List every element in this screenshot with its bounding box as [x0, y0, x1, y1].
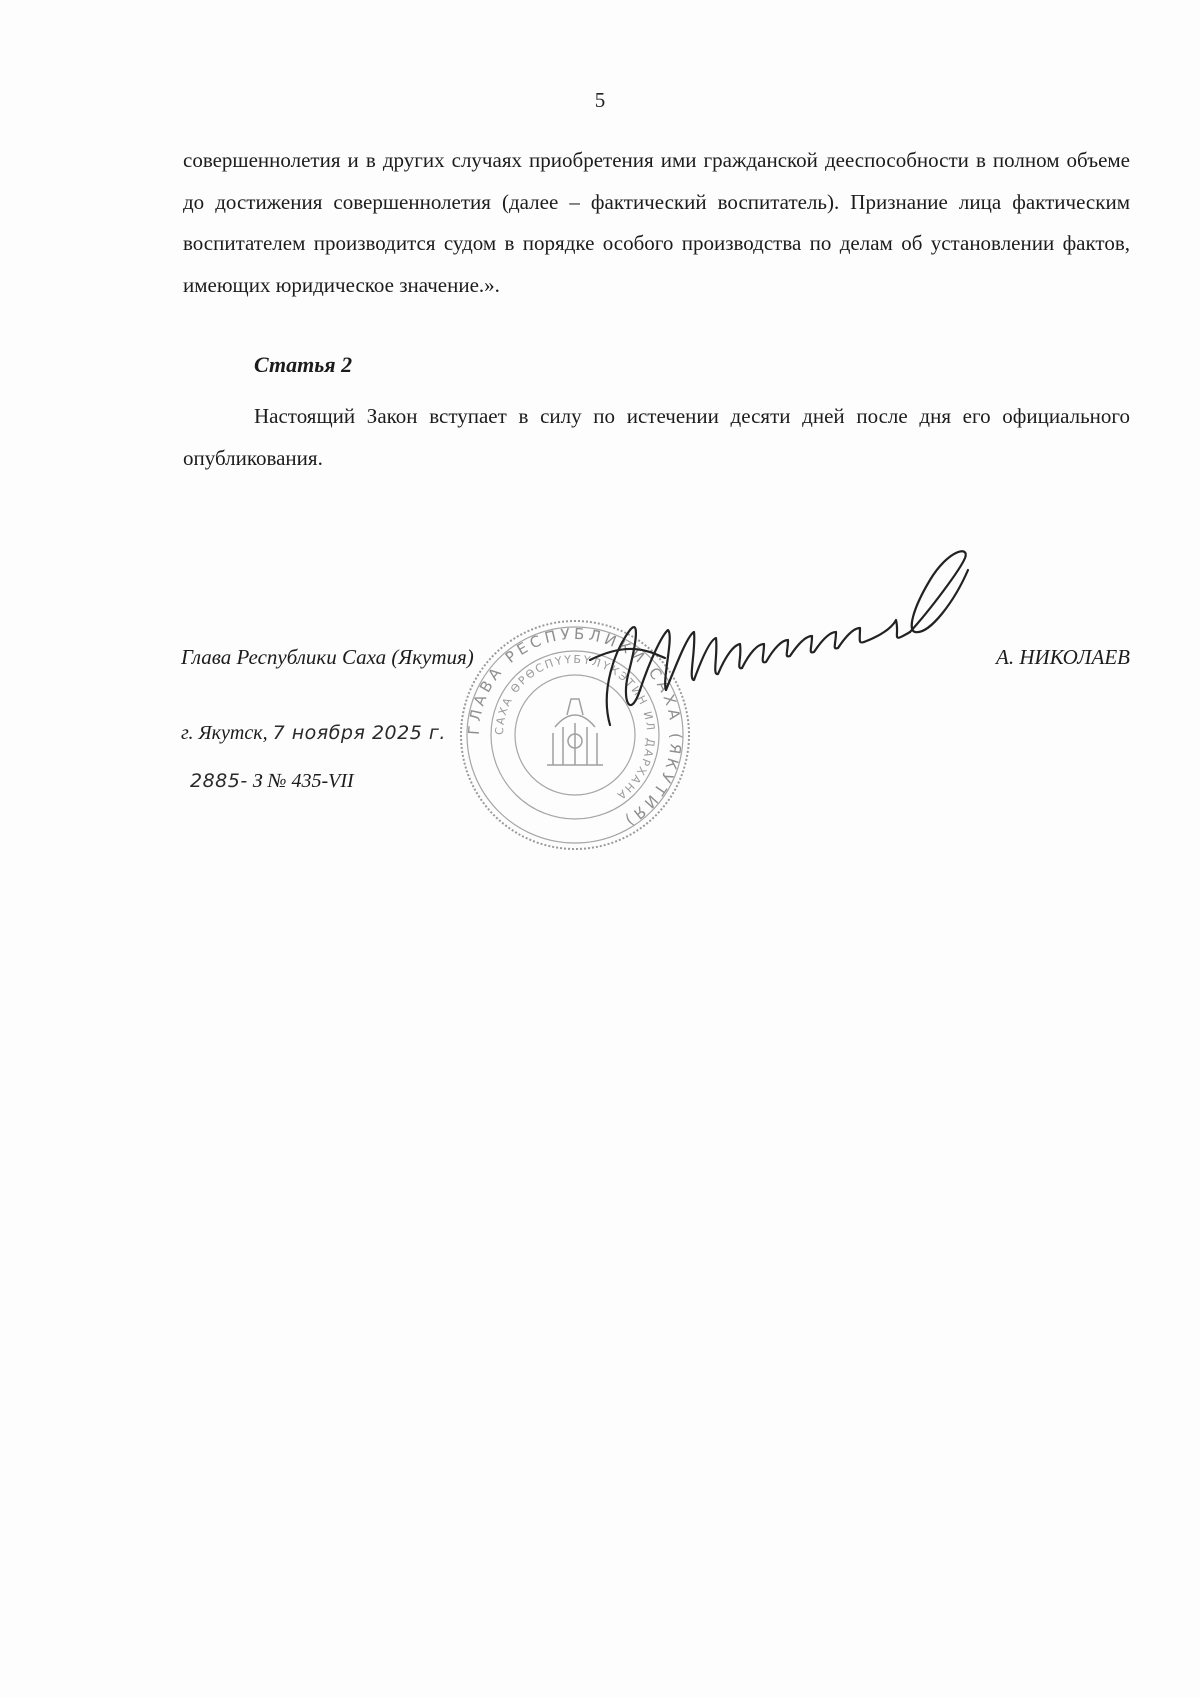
article-2-heading: Статья 2: [254, 352, 353, 377]
seal-inner-text: САХА ӨРӨСПҮҮБҮЛҮКЭТИН ИЛ ДАРХАНА: [492, 652, 658, 803]
article-1-continuation: совершеннолетия и в других случаях приобретения ими гражданской дееспособности в полном объеме до достижения совершеннолетия (далее – фактический воспитатель). Признание лица фактическим воспитателем производится судом в порядке особого производства по делам об установлении фактов, имеющих юридическое значение.».: [183, 148, 1130, 297]
seal-outer-text: ГЛАВА РЕСПУБЛИКИ САХА (ЯКУТИЯ): [464, 624, 686, 832]
registration-number: [190, 770, 354, 793]
handwritten-date: 7 ноября 2025 г.: [272, 722, 446, 744]
handwritten-number: 2885-: [190, 770, 248, 792]
page-number: 5: [594, 88, 606, 112]
article-2-text: Настоящий Закон вступает в силу по истечении десяти дней после дня его официального опубликования.: [183, 404, 1130, 470]
place-and-date: [181, 722, 446, 745]
handwritten-signature: [570, 540, 1000, 750]
printed-number: З № 435-VII: [252, 770, 354, 792]
signatory-title: Глава Республики Саха (Якутия): [181, 645, 474, 669]
place-label: г. Якутск,: [181, 722, 268, 744]
signatory-name: А. НИКОЛАЕВ: [996, 645, 1130, 669]
